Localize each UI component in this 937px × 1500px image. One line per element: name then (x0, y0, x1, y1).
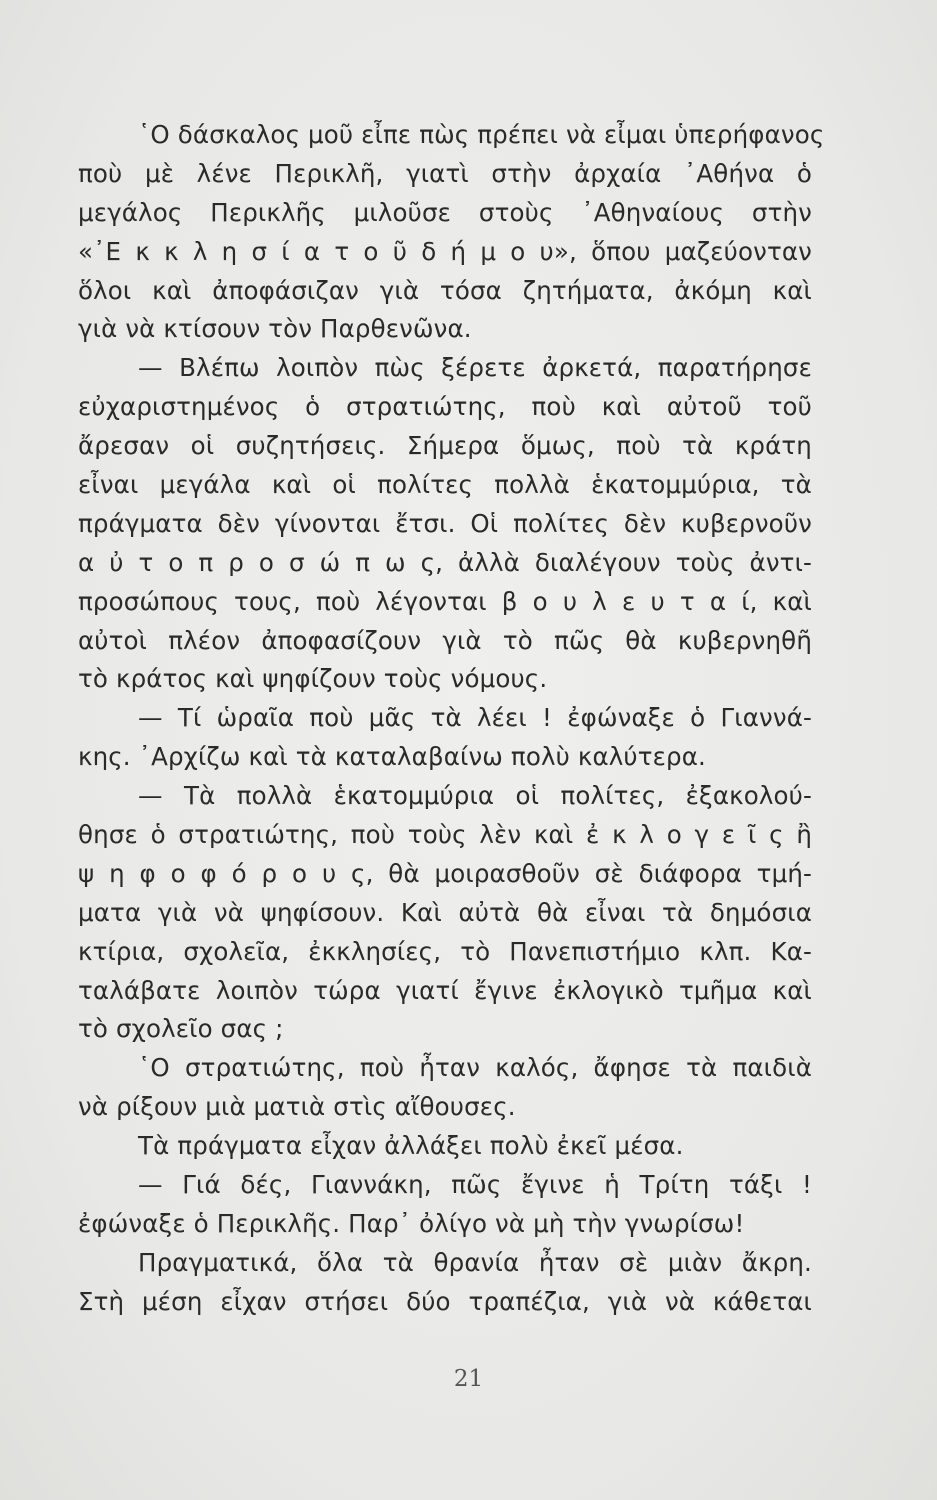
text-line: εὐχαριστημένος ὁ στρατιώτης, ποὺ καὶ αὐτοῦ τοῦ (78, 392, 812, 422)
text-line: πράγματα δὲν γίνονται ἔτσι. Οἱ πολίτες δὲν κυβερνοῦν (78, 508, 812, 538)
text-line: νὰ ρίξουν μιὰ ματιὰ στὶς αἴθουσες. (78, 1092, 516, 1122)
text-line: — Βλέπω λοιπὸν πὼς ξέρετε ἀρκετά, παρατήρησε (138, 353, 812, 383)
text-line: ποὺ μὲ λένε Περικλῆ, γιατὶ στὴν ἀρχαία ᾿Αθήνα ὁ (78, 158, 812, 188)
text-line: κτίρια, σχολεῖα, ἐκκλησίες, τὸ Πανεπιστήμιο κλπ. Κα- (78, 936, 812, 966)
text-line: θησε ὁ στρατιώτης, ποὺ τοὺς λὲν καὶ ἐ κ λ ο γ ε ῖ ς ἢ (78, 820, 812, 850)
text-line: ψ η φ ο φ ό ρ ο υ ς, θὰ μοιρασθοῦν σὲ διάφορα τμή- (78, 858, 812, 888)
text-line: ἄρεσαν οἱ συζητήσεις. Σήμερα ὅμως, ποὺ τὰ κράτη (78, 431, 812, 461)
text-line: εἶναι μεγάλα καὶ οἱ πολίτες πολλὰ ἑκατομμύρια, τὰ (78, 470, 812, 500)
text-line: Πραγματικά, ὅλα τὰ θρανία ἦταν σὲ μιὰν ἄκρη. (138, 1247, 812, 1277)
text-line: α ὐ τ ο π ρ ο σ ώ π ω ς, ἀλλὰ διαλέγουν τοὺς ἀντι- (78, 547, 812, 577)
text-line: ταλάβατε λοιπὸν τώρα γιατί ἔγινε ἐκλογικὸ τμῆμα καὶ (78, 975, 812, 1005)
text-line: γιὰ νὰ κτίσουν τὸν Παρθενῶνα. (78, 314, 472, 344)
text-line: — Τὰ πολλὰ ἑκατομμύρια οἱ πολίτες, ἐξακολού- (138, 781, 812, 811)
text-line: τὸ κράτος καὶ ψηφίζουν τοὺς νόμους. (78, 664, 548, 694)
text-line: «᾿Ε κ κ λ η σ ί α τ ο ῦ δ ή μ ο υ», ὅπου μαζεύονταν (78, 236, 812, 266)
text-line: τὸ σχολεῖο σας ; (78, 1014, 284, 1044)
text-line: ματα γιὰ νὰ ψηφίσουν. Καὶ αὐτὰ θὰ εἶναι τὰ δημόσια (78, 897, 812, 927)
text-line: — Γιά δές, Γιαννάκη, πῶς ἔγινε ἡ Τρίτη τάξι ! (138, 1170, 812, 1200)
text-line: κης. ᾿Αρχίζω καὶ τὰ καταλαβαίνω πολὺ καλύτερα. (78, 742, 706, 772)
text-line: προσώπους τους, ποὺ λέγονται β ο υ λ ε υ τ α ί, καὶ (78, 586, 812, 616)
body-text (78, 116, 825, 1322)
text-line: μεγάλος Περικλῆς μιλοῦσε στοὺς ᾿Αθηναίους στὴν (78, 197, 812, 227)
page-number: 21 (453, 1366, 484, 1392)
text-line: ῾Ο στρατιώτης, ποὺ ἦταν καλός, ἄφησε τὰ παιδιὰ (138, 1053, 812, 1083)
text-line: Στὴ μέση εἶχαν στήσει δύο τραπέζια, γιὰ νὰ κάθεται (78, 1286, 812, 1316)
text-line: ἐφώναξε ὁ Περικλῆς. Παρ᾿ ὀλίγο νὰ μὴ τὴν γνωρίσω! (78, 1208, 745, 1238)
text-line: ὅλοι καὶ ἀποφάσιζαν γιὰ τόσα ζητήματα, ἀκόμη καὶ (78, 275, 812, 305)
text-line: Τὰ πράγματα εἶχαν ἀλλάξει πολὺ ἐκεῖ μέσα. (138, 1131, 684, 1161)
text-line: — Τί ὡραῖα ποὺ μᾶς τὰ λέει ! ἐφώναξε ὁ Γιαννά- (138, 703, 812, 733)
text-line: αὐτοὶ πλέον ἀποφασίζουν γιὰ τὸ πῶς θὰ κυβερνηθῆ (78, 625, 812, 655)
text-line: ῾Ο δάσκαλος μοῦ εἶπε πὼς πρέπει νὰ εἶμαι ὑπερήφανος (138, 120, 825, 149)
